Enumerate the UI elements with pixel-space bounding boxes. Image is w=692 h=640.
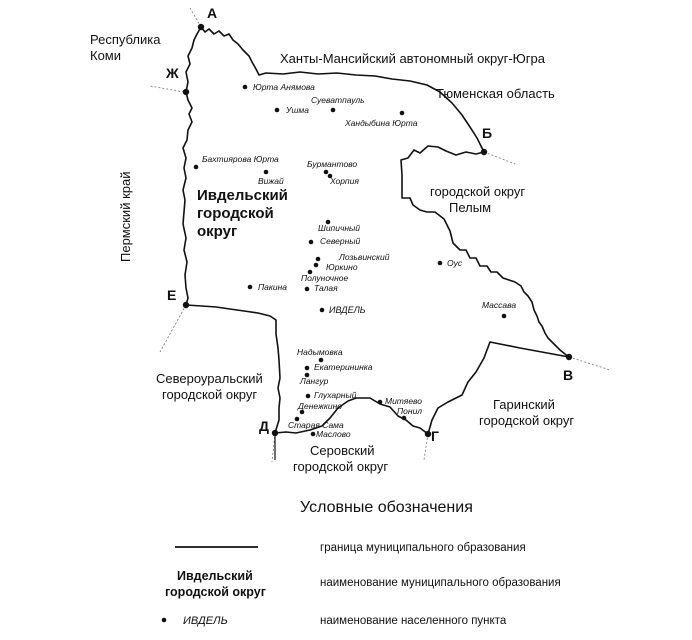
settlement xyxy=(438,258,463,268)
settlement xyxy=(297,347,343,362)
svg-text:Бурмантово: Бурмантово xyxy=(307,159,358,169)
svg-text:Глухарный: Глухарный xyxy=(314,390,357,400)
settlement xyxy=(344,111,418,128)
neighbor-komi-line2: Коми xyxy=(90,48,122,63)
border-point-d: Д xyxy=(259,418,269,434)
svg-text:Митяево: Митяево xyxy=(385,396,423,406)
legend-item-border xyxy=(175,542,526,554)
border-point-g: Г xyxy=(431,428,439,444)
border-point-a: А xyxy=(207,5,218,21)
legend-settlement-sample: ИВДЕЛЬ xyxy=(183,615,228,627)
settlement xyxy=(307,159,357,174)
settlement xyxy=(258,170,284,186)
settlement xyxy=(309,236,361,246)
svg-text:Юрта Анямова: Юрта Анямова xyxy=(253,82,315,92)
settlement xyxy=(378,396,423,406)
settlement xyxy=(311,95,365,112)
svg-text:Понил: Понил xyxy=(397,406,423,416)
border-point-v: В xyxy=(563,367,574,383)
legend-item-settlement xyxy=(162,615,507,627)
border-point-b: Б xyxy=(482,125,493,141)
legend-title: Условные обозначения xyxy=(300,499,473,516)
svg-text:Маслово: Маслово xyxy=(316,429,351,439)
settlement xyxy=(318,220,360,233)
svg-text:Вижай: Вижай xyxy=(258,176,284,186)
legend-muni-sample-line1: Ивдельский xyxy=(177,569,253,583)
svg-text:Бахтиярова Юрта: Бахтиярова Юрта xyxy=(202,154,279,164)
main-region-label xyxy=(197,187,288,240)
svg-text:городской: городской xyxy=(197,205,274,222)
svg-text:Надымовка: Надымовка xyxy=(297,347,343,357)
legend-settlement-dot xyxy=(162,618,167,623)
neighbor-komi-line1: Республика xyxy=(90,32,161,47)
svg-text:ИВДЕЛЬ: ИВДЕЛЬ xyxy=(329,305,366,315)
neighbor-severouralsk-line1: Североуральский xyxy=(156,371,263,386)
svg-text:Шипичный: Шипичный xyxy=(318,223,361,233)
svg-text:Талая: Талая xyxy=(314,283,338,293)
neighbor-pelym-line1: городской округ xyxy=(430,184,526,199)
settlement xyxy=(243,82,315,92)
svg-text:Старая Сама: Старая Сама xyxy=(288,420,344,430)
svg-text:Пакина: Пакина xyxy=(258,282,288,292)
settlement xyxy=(314,262,358,272)
legend-border-desc: граница муниципального образования xyxy=(320,542,526,554)
legend-muni-sample-line2: городской округ xyxy=(165,585,266,599)
neighbor-serovsky-line2: городской округ xyxy=(293,459,389,474)
svg-text:Ушма: Ушма xyxy=(286,105,309,115)
settlement xyxy=(288,417,344,430)
neighbor-severouralsk-line2: городской округ xyxy=(162,387,258,402)
neighbor-perm: Пермский край xyxy=(118,171,133,262)
svg-text:Лангур: Лангур xyxy=(300,376,329,386)
settlement xyxy=(305,283,338,293)
settlement xyxy=(316,252,390,262)
svg-text:Юркино: Юркино xyxy=(326,262,358,272)
legend-settlement-desc: наименование населенного пункта xyxy=(320,615,507,627)
svg-text:Лозьвинский: Лозьвинский xyxy=(339,252,390,262)
border-point-zh: Ж xyxy=(166,65,179,81)
svg-text:Ивдельский: Ивдельский xyxy=(197,187,288,204)
svg-text:Хорпия: Хорпия xyxy=(330,176,359,186)
settlement xyxy=(305,362,373,372)
neighbor-pelym-line2: Пелым xyxy=(449,200,492,215)
neighbor-khmao: Ханты-Мансийский автономный округ-Югра xyxy=(280,51,545,66)
settlement xyxy=(306,390,357,400)
svg-text:Екатерининка: Екатерининка xyxy=(314,362,373,372)
svg-text:Денежкино: Денежкино xyxy=(298,401,343,411)
settlement xyxy=(320,305,366,315)
neighbor-garinsky-line1: Гаринский xyxy=(493,397,555,412)
neighbor-serovsky-line1: Серовский xyxy=(310,443,375,458)
svg-text:Северный: Северный xyxy=(320,236,361,246)
svg-text:округ: округ xyxy=(197,223,238,240)
legend xyxy=(162,499,561,627)
svg-text:Полуночное: Полуночное xyxy=(301,273,349,283)
settlement xyxy=(311,429,351,439)
svg-text:Хандыбина Юрта: Хандыбина Юрта xyxy=(345,118,418,128)
settlement xyxy=(482,300,516,318)
svg-text:Оус: Оус xyxy=(447,258,463,268)
settlement xyxy=(328,174,360,186)
neighbor-garinsky-line2: городской округ xyxy=(479,413,575,428)
settlement xyxy=(194,154,279,169)
legend-item-muni xyxy=(165,569,561,599)
border-point-e: Е xyxy=(167,287,177,303)
neighbor-tyumen: Тюменская область xyxy=(436,86,555,101)
settlement xyxy=(248,282,288,292)
svg-text:Суеватпауль: Суеватпауль xyxy=(311,95,365,105)
legend-muni-desc: наименование муниципального образования xyxy=(320,577,561,589)
svg-text:Массава: Массава xyxy=(482,300,517,310)
settlement xyxy=(275,105,310,115)
settlement xyxy=(299,373,329,386)
